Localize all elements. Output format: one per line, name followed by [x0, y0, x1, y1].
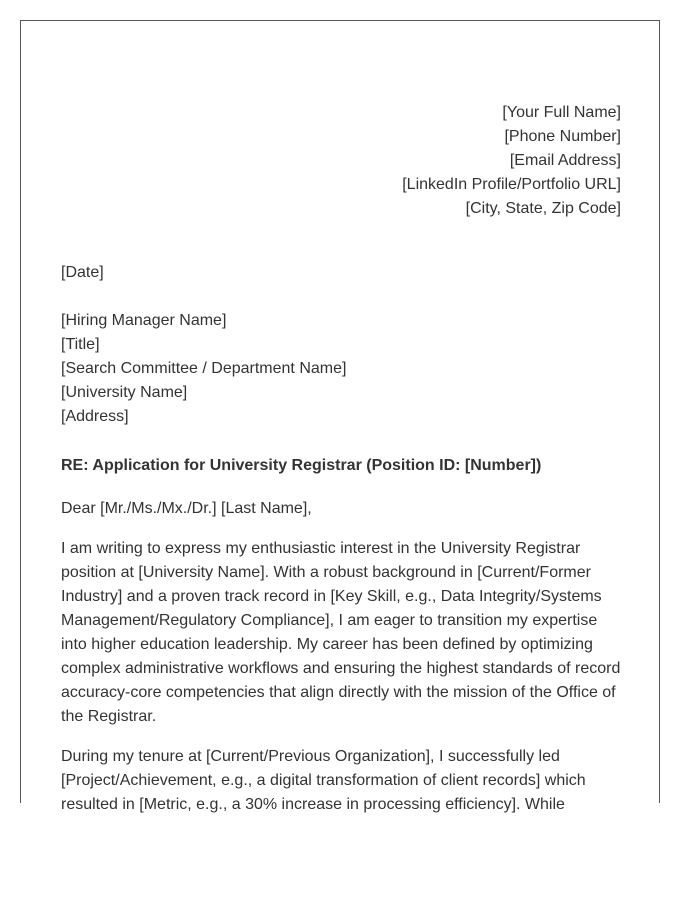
sender-linkedin: [LinkedIn Profile/Portfolio URL] [402, 176, 621, 193]
sender-location: [City, State, Zip Code] [465, 200, 621, 217]
sender-email: [Email Address] [509, 152, 621, 169]
subject-line: RE: Application for University Registrar (Position ID: [Number]) [61, 457, 542, 474]
body-paragraph: During my tenure at [Current/Previous Organization], I successfully led [Project/Achievement, e.g., a digital transformation of client records] which resulted in [Metric, e.g., a 30% increase in processing efficiency]. While [61, 748, 586, 813]
recipient-committee: [Search Committee / Department Name] [61, 360, 347, 377]
sender-block [61, 101, 621, 221]
letter-date: [Date] [61, 264, 104, 281]
recipient-address: [Address] [61, 408, 129, 425]
recipient-title: [Title] [61, 336, 100, 353]
letter-page [20, 20, 660, 813]
salutation: Dear [Mr./Ms./Mx./Dr.] [Last Name], [61, 500, 312, 517]
sender-name: [Your Full Name] [502, 104, 621, 121]
recipient-block [61, 309, 621, 429]
recipient-university: [University Name] [61, 384, 188, 401]
letter-content [61, 101, 621, 817]
body-paragraph: I am writing to express my enthusiastic interest in the University Registrar position at [University Name]. With a robust background in [Current/Former Industry] and a proven track record in [Key Skill, e.g., Data Integrity/Systems Management/Regulatory Compliance], I am eager to transition my expertise into higher education leadership. My career has been defined by optimizing complex administrative workflows and ensuring the highest standards of record accuracy-core competencies that align directly with the mission of the Office of the Registrar. [61, 540, 621, 725]
sender-phone: [Phone Number] [504, 128, 621, 145]
recipient-name: [Hiring Manager Name] [61, 312, 227, 329]
